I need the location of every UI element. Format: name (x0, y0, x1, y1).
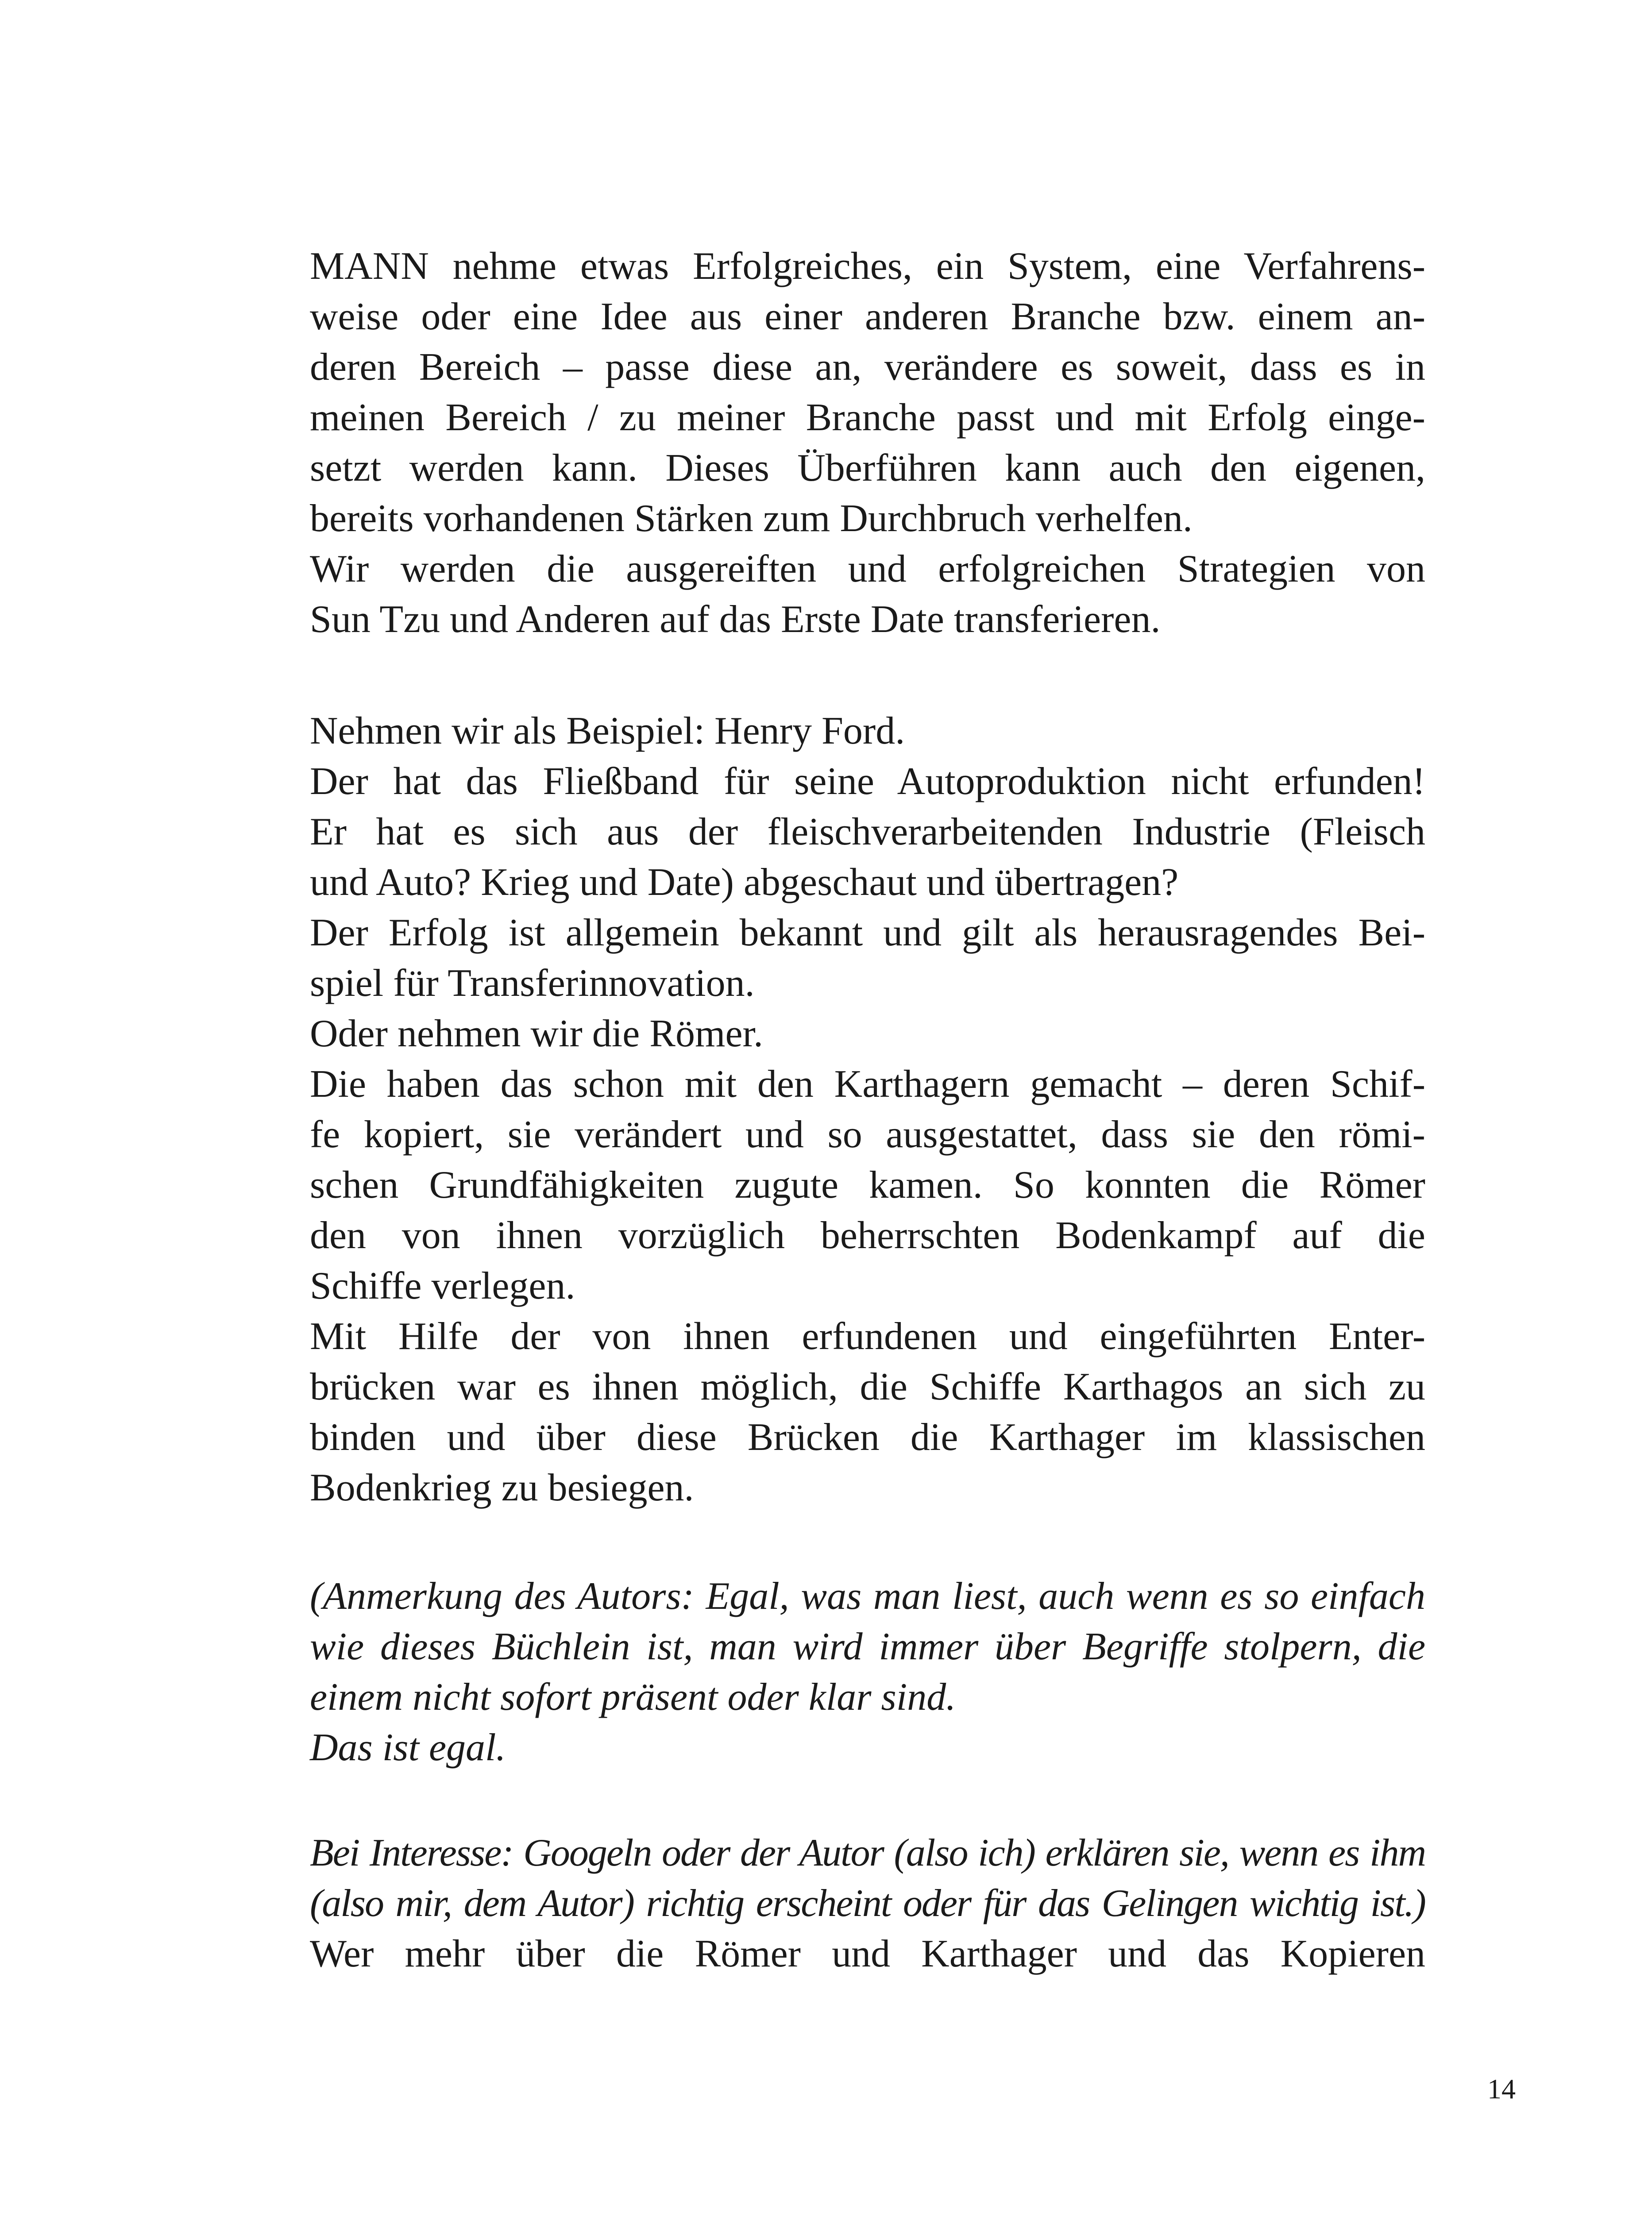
text-line: deren Bereich – passe diese an, verändere es soweit, dass es in (310, 346, 1425, 389)
text-line: Er hat es sich aus der fleischverarbeitenden Industrie (Fleisch (310, 810, 1425, 853)
text-line: schen Grundfähigkeiten zugute kamen. So konnten die Römer (310, 1164, 1425, 1207)
text-line: fe kopiert, sie verändert und so ausgestattet, dass sie den römi- (310, 1113, 1425, 1156)
paragraph-transfer-definition (310, 241, 1425, 645)
page-number: 14 (1487, 2073, 1516, 2105)
text-line: setzt werden kann. Dieses Überführen kann auch den eigenen, (310, 447, 1425, 490)
text-line: MANN nehme etwas Erfolgreiches, ein System, eine Verfahrens- (310, 245, 1425, 288)
text-line: Wir werden die ausgereiften und erfolgreichen Strategien von (310, 547, 1425, 590)
note-line: einem nicht sofort präsent oder klar sind. (310, 1676, 956, 1719)
author-note-1 (310, 1571, 1425, 1773)
text-line: und Auto? Krieg und Date) abgeschaut und übertragen? (310, 861, 1179, 904)
paragraph-continuation (310, 1929, 1425, 1979)
text-line: Der hat das Fließband für seine Autoproduktion nicht erfunden! (310, 760, 1425, 803)
text-line: den von ihnen vorzüglich beherrschten Bodenkampf auf die (310, 1214, 1425, 1257)
text-line: Schiffe verlegen. (310, 1265, 575, 1307)
text-line: Sun Tzu und Anderen auf das Erste Date transferieren. (310, 598, 1161, 641)
text-line: binden und über diese Brücken die Karthager im klassischen (310, 1416, 1425, 1459)
text-line: Bodenkrieg zu besiegen. (310, 1466, 694, 1509)
note-line: Bei Interesse: Googeln oder der Autor (also ich) erklären sie, wenn es ihm (310, 1831, 1425, 1874)
text-line: Der Erfolg ist allgemein bekannt und gilt als herausragendes Bei- (310, 911, 1425, 954)
text-line: Mit Hilfe der von ihnen erfundenen und eingeführten Enter- (310, 1315, 1425, 1358)
text-line: Nehmen wir als Beispiel: Henry Ford. (310, 709, 905, 752)
paragraph-examples (310, 706, 1425, 1513)
text-line: brücken war es ihnen möglich, die Schiffe Karthagos an sich zu (310, 1365, 1425, 1408)
text-line: spiel für Transferinnovation. (310, 962, 755, 1005)
note-line: Das ist egal. (310, 1726, 506, 1769)
note-line: (also mir, dem Autor) richtig erscheint oder für das Gelingen wichtig ist.) (310, 1882, 1425, 1925)
text-line: bereits vorhandenen Stärken zum Durchbruch verhelfen. (310, 497, 1193, 540)
text-line: Wer mehr über die Römer und Karthager und das Kopieren (310, 1932, 1425, 1975)
text-line: weise oder eine Idee aus einer anderen Branche bzw. einem an- (310, 295, 1425, 338)
text-line: meinen Bereich / zu meiner Branche passt und mit Erfolg einge- (310, 396, 1425, 439)
note-line: (Anmerkung des Autors: Egal, was man liest, auch wenn es so einfach (310, 1575, 1425, 1618)
text-line: Die haben das schon mit den Karthagern gemacht – deren Schif- (310, 1063, 1425, 1106)
note-line: wie dieses Büchlein ist, man wird immer über Begriffe stolpern, die (310, 1625, 1425, 1668)
author-note-2 (310, 1828, 1425, 1929)
text-line: Oder nehmen wir die Römer. (310, 1012, 763, 1055)
